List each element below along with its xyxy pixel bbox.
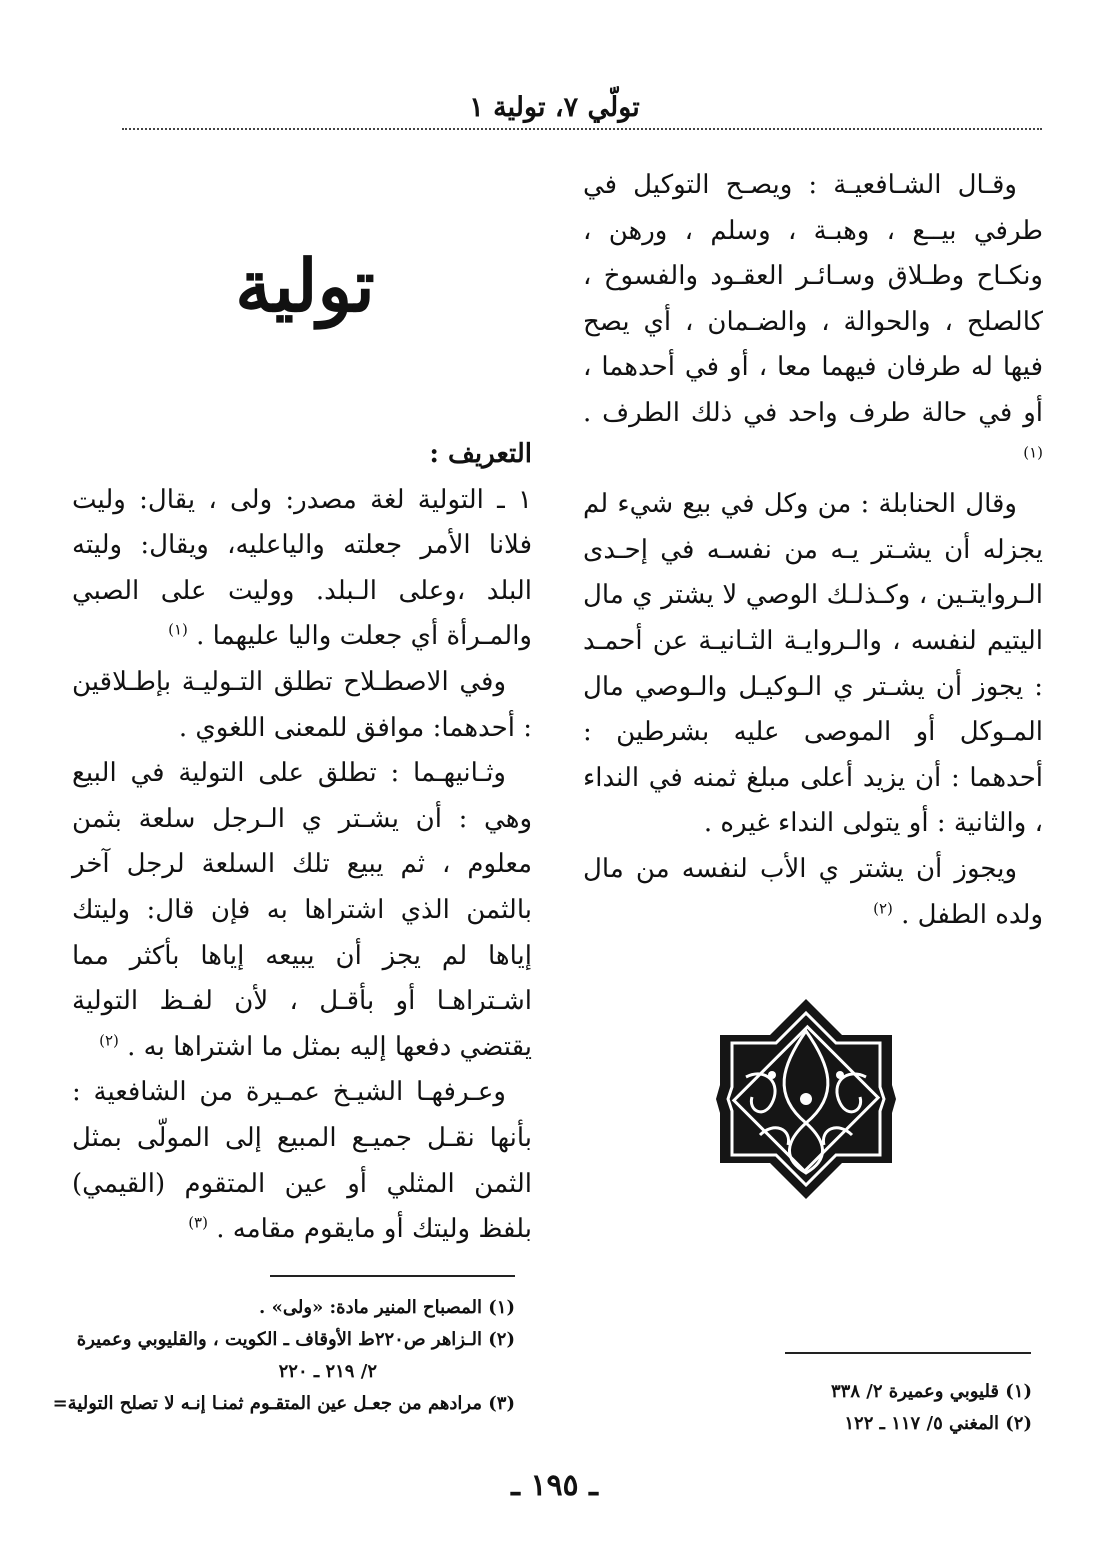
footnote-ref: (١) xyxy=(168,620,188,639)
footnote-ref: (٣) xyxy=(188,1213,208,1232)
paragraph-text: وفي الاصطـلاح تطلق التـوليـة بإطـلاقين : أحدهما: موافق للمعنى اللغوي . xyxy=(72,666,532,743)
page-number: ـ ١٩٥ ـ xyxy=(511,1468,598,1503)
footnote-ref: (٢) xyxy=(873,898,893,917)
paragraph xyxy=(72,1070,532,1252)
paragraph-text: وقال الحنابلة : من وكل في بيع شيء لم يجزله أن يشـتر يـه من نفسـه في إحـدى الـروايتـين ، وكـذلـك الوصي لا يشتر ي مال اليتيم لنفسه ، والـروايـة الثـانيـة عن أحمـد : يجوز أن يشـتر ي الـوكيـل والـوصي مال المـوكل أو الموصى عليه بشرطين : أحدهما : أن يزيد أعلى مبلغ ثمنه في النداء ، والثانية : أو يتولى النداء غيره . xyxy=(583,489,1043,839)
paragraph xyxy=(583,163,1043,482)
paragraph-text: ويجوز أن يشتر ي الأب لنفسه من مال ولده الطفل . xyxy=(583,853,1043,930)
right-column xyxy=(583,163,1043,938)
paragraph-text: ١ ـ التولية لغة مصدر: ولى ، يقال: وليت فلانا الأمر جعلته والياعليه، ويقال: وليته البلد ،وعلى الـبلد. ووليت على الصبي والمـرأة أي جعلت واليا عليهما . xyxy=(72,484,532,652)
footnote-rule xyxy=(270,1275,515,1277)
footnote-line: (١) المصباح المنير مادة: «ولى» . xyxy=(259,1297,515,1318)
paragraph-text: وثـانيهـما : تطلق على التولية في البيع وهي : أن يشـتر ي الـرجل سلعة بثمن معلوم ، ثم يبيع تلك السلعة لرجل آخر بالثمن الذي اشتراها به فإن قال: وليتك إياها لم يجز أن يبيعه إياها بأكثر مما اشـتراهـا أو بأقـل ، لأن لفـظ التولية يقتضي دفعها إليه بمثل ما اشتراها به . xyxy=(72,758,532,1062)
paragraph xyxy=(583,482,1043,847)
section-label xyxy=(72,432,532,478)
paragraph-text: وقـال الشـافعيـة : ويصـح التوكيل في طرفي بيــع ، وهبـة ، وسلم ، ورهن ، ونكـاح وطـلاق وسـائـر العقـود والفسوخ ، كالصلح ، والحوالة ، والضـمان ، أي يصح فيها له طرفان فيهما معا ، أو في أحدهما ، أو في حالة طرف واحد في ذلك الطرف . xyxy=(583,170,1043,428)
footnote-line: (١) قليوبي وعميرة ٢/ ٣٣٨ xyxy=(831,1381,1032,1402)
header-dotted-rule xyxy=(122,128,1042,130)
footnote-ref: (١) xyxy=(1023,442,1043,461)
left-column xyxy=(72,432,532,1253)
footnote-line: (٣) مرادهم من جعـل عين المتقـوم ثمنـا إنـه لا تصلح التولية= xyxy=(52,1393,515,1414)
footnote-rule xyxy=(785,1352,1031,1354)
footnote-line: ٢/ ٢١٩ ـ ٢٢٠ xyxy=(278,1361,377,1382)
paragraph xyxy=(583,847,1043,938)
entry-title: تولية xyxy=(235,243,375,328)
islamic-star-ornament-icon xyxy=(712,995,900,1203)
footnote-line: (٢) المغني ٥/ ١١٧ ـ ١٢٢ xyxy=(844,1413,1032,1434)
paragraph xyxy=(72,478,532,660)
footnote-ref: (٢) xyxy=(99,1031,119,1050)
section-label-text: التعريف : xyxy=(429,439,532,469)
paragraph-text: وعـرفهـا الشيـخ عمـيرة من الشافعية : بأنها نقـل جميـع المبيع إلى المولّى بمثل الثمن المثلي أو عين المتقوم (القيمي) بلفظ وليتك أو مايقوم مقامه . xyxy=(72,1077,532,1245)
footnotes-left xyxy=(52,1292,515,1420)
footnotes-right xyxy=(690,1376,1032,1440)
footnote-line: (٢) الـزاهر ص٢٢٠ط الأوقاف ـ الكويت ، والقليوبي وعميرة xyxy=(76,1329,515,1350)
running-header: تولّي ٧، تولية ١ xyxy=(469,92,640,123)
paragraph xyxy=(72,751,532,1070)
paragraph xyxy=(72,660,532,751)
